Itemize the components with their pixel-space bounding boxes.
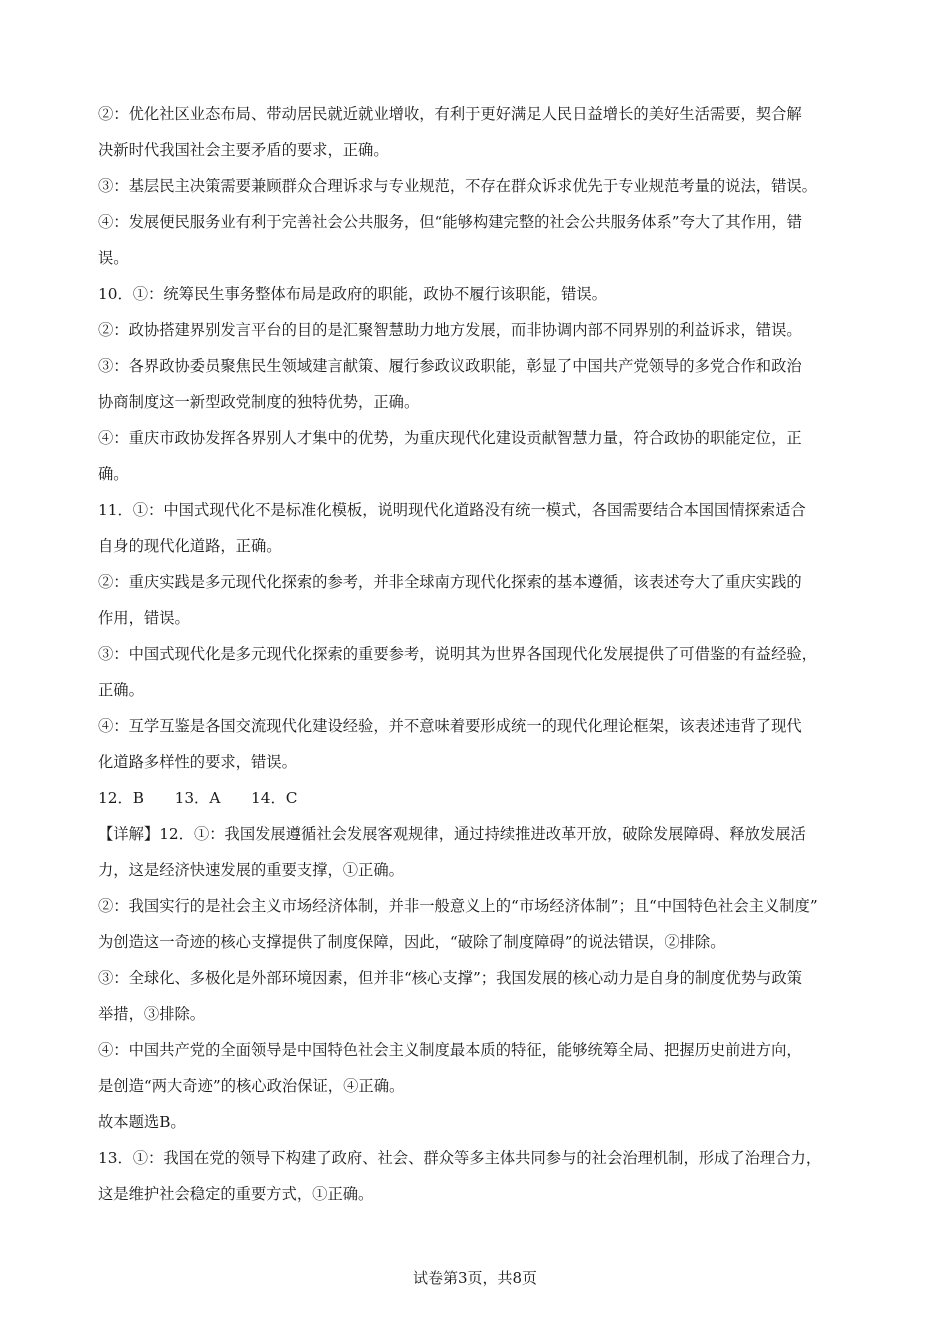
text-line: 误。: [98, 249, 129, 267]
text-line: 正确。: [98, 681, 144, 699]
text-line: 化道路多样性的要求，错误。: [98, 753, 297, 771]
text-line: ②：我国实行的是社会主义市场经济体制，并非一般意义上的“市场经济体制”；且“中国特色社会主义制度”: [98, 897, 818, 915]
text-line: 举措，③排除。: [98, 1005, 206, 1023]
text-line: 是创造“两大奇迹”的核心政治保证，④正确。: [98, 1077, 405, 1095]
text-line: ④：互学互鉴是各国交流现代化建设经验，并不意味着要形成统一的现代化理论框架，该表述违背了现代: [98, 717, 802, 735]
text-line: ②：政协搭建界别发言平台的目的是汇聚智慧助力地方发展，而非协调内部不同界别的利益诉求，错误。: [98, 321, 802, 339]
text-line: ③：全球化、多极化是外部环境因素，但并非“核心支撑”；我国发展的核心动力是自身的制度优势与政策: [98, 969, 803, 987]
text-line: ④：中国共产党的全面领导是中国特色社会主义制度最本质的特征，能够统筹全局、把握历史前进方向，: [98, 1041, 802, 1059]
text-line: 协商制度这一新型政党制度的独特优势，正确。: [98, 393, 420, 411]
text-line: ③：基层民主决策需要兼顾群众合理诉求与专业规范，不存在群众诉求优先于专业规范考量的说法，错误。: [98, 177, 817, 195]
text-line: 决新时代我国社会主要矛盾的要求，正确。: [98, 141, 389, 159]
page-footer: 试卷第3页，共8页: [412, 1269, 538, 1287]
text-line: 【详解】12．①：我国发展遵循社会发展客观规律，通过持续推进改革开放，破除发展障碍、释放发展活: [98, 825, 806, 843]
text-line: 自身的现代化道路，正确。: [98, 537, 282, 555]
answer-line: 12．B 13．A 14．C: [98, 789, 298, 807]
text-line: 10．①：统筹民生事务整体布局是政府的职能，政协不履行该职能，错误。: [98, 285, 607, 303]
text-line: 确。: [98, 465, 129, 483]
text-line: 作用，错误。: [98, 609, 190, 627]
text-line: ②：重庆实践是多元现代化探索的参考，并非全球南方现代化探索的基本遵循，该表述夸大了重庆实践的: [98, 573, 802, 591]
text-line: ④：发展便民服务业有利于完善社会公共服务，但“能够构建完整的社会公共服务体系”夸大了其作用，错: [98, 213, 803, 231]
text-line: 故本题选B。: [98, 1113, 186, 1131]
text-line: ④：重庆市政协发挥各界别人才集中的优势，为重庆现代化建设贡献智慧力量，符合政协的职能定位，正: [98, 429, 802, 447]
text-line: 力，这是经济快速发展的重要支撑，①正确。: [98, 861, 404, 879]
text-line: 为创造这一奇迹的核心支撑提供了制度保障，因此，“破除了制度障碍”的说法错误，②排除。: [98, 933, 726, 951]
text-line: ③：各界政协委员聚焦民生领域建言献策、履行参政议政职能，彰显了中国共产党领导的多党合作和政治: [98, 357, 802, 375]
text-line: ②：优化社区业态布局、带动居民就近就业增收，有利于更好满足人民日益增长的美好生活需要，契合解: [98, 105, 802, 123]
text-line: 13．①：我国在党的领导下构建了政府、社会、群众等多主体共同参与的社会治理机制，形成了治理合力，: [98, 1149, 822, 1167]
text-line: ③：中国式现代化是多元现代化探索的重要参考，说明其为世界各国现代化发展提供了可借鉴的有益经验，: [98, 645, 817, 663]
text-line: 这是维护社会稳定的重要方式，①正确。: [98, 1185, 374, 1203]
text-line: 11．①：中国式现代化不是标准化模板，说明现代化道路没有统一模式，各国需要结合本国国情探索适合: [98, 501, 806, 519]
document-body: [98, 96, 868, 1212]
